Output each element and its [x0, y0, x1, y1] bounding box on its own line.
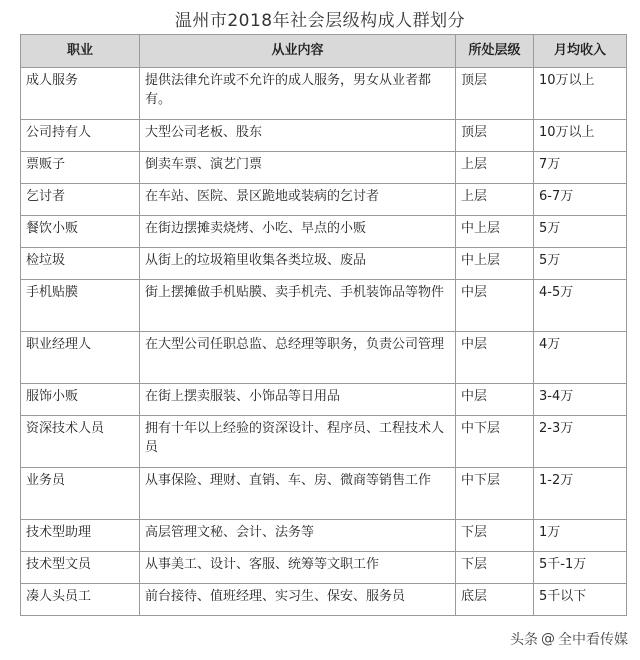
occupation-cell: 票贩子 [21, 152, 140, 184]
work-content-cell: 从事美工、设计、客服、统筹等文职工作 [140, 552, 456, 584]
income-cell: 4-5万 [534, 280, 627, 332]
header-work-content: 从业内容 [140, 35, 456, 68]
work-content-cell: 前台接待、值班经理、实习生、保安、服务员 [140, 584, 456, 616]
occupation-cell: 资深技术人员 [21, 416, 140, 468]
work-content-cell: 在大型公司任职总监、总经理等职务，负责公司管理 [140, 332, 456, 384]
occupation-cell: 成人服务 [21, 68, 140, 120]
income-cell: 5万 [534, 216, 627, 248]
income-cell: 1万 [534, 520, 627, 552]
income-cell: 5万 [534, 248, 627, 280]
work-content-cell: 从街上的垃圾箱里收集各类垃圾、废品 [140, 248, 456, 280]
level-cell: 中层 [456, 332, 534, 384]
work-content-cell: 街上摆摊做手机贴膜、卖手机壳、手机装饰品等物件 [140, 280, 456, 332]
header-occupation: 职业 [21, 35, 140, 68]
level-cell: 上层 [456, 152, 534, 184]
table-row [21, 248, 627, 280]
table-row [21, 184, 627, 216]
table-row [21, 68, 627, 120]
table-row [21, 120, 627, 152]
occupation-cell: 公司持有人 [21, 120, 140, 152]
table-row [21, 468, 627, 520]
table-row [21, 280, 627, 332]
level-cell: 顶层 [456, 68, 534, 120]
level-cell: 中下层 [456, 468, 534, 520]
work-content-cell: 拥有十年以上经验的资深设计、程序员、工程技术人员 [140, 416, 456, 468]
level-cell: 底层 [456, 584, 534, 616]
work-content-cell: 在街上摆卖服装、小饰品等日用品 [140, 384, 456, 416]
level-cell: 下层 [456, 552, 534, 584]
occupation-cell: 业务员 [21, 468, 140, 520]
table-header-row [21, 35, 627, 68]
table-row [21, 584, 627, 616]
level-cell: 中上层 [456, 248, 534, 280]
occupation-cell: 服饰小贩 [21, 384, 140, 416]
occupation-cell: 职业经理人 [21, 332, 140, 384]
work-content-cell: 倒卖车票、演艺门票 [140, 152, 456, 184]
level-cell: 中层 [456, 280, 534, 332]
work-content-cell: 在街边摆摊卖烧烤、小吃、早点的小贩 [140, 216, 456, 248]
level-cell: 下层 [456, 520, 534, 552]
income-cell: 7万 [534, 152, 627, 184]
level-cell: 中上层 [456, 216, 534, 248]
occupation-cell: 餐饮小贩 [21, 216, 140, 248]
table-row [21, 416, 627, 468]
occupation-cell: 检垃圾 [21, 248, 140, 280]
income-cell: 10万以上 [534, 120, 627, 152]
level-cell: 顶层 [456, 120, 534, 152]
work-content-cell: 提供法律允许或不允许的成人服务，男女从业者都有。 [140, 68, 456, 120]
income-cell: 4万 [534, 332, 627, 384]
watermark-prefix: 头条 [510, 632, 538, 648]
watermark [506, 628, 632, 650]
level-cell: 中下层 [456, 416, 534, 468]
social-hierarchy-table [20, 34, 627, 616]
level-cell: 上层 [456, 184, 534, 216]
work-content-cell: 在车站、医院、景区跪地或装病的乞讨者 [140, 184, 456, 216]
header-monthly-income: 月均收入 [534, 35, 627, 68]
table-row [21, 552, 627, 584]
income-cell: 2-3万 [534, 416, 627, 468]
table-body [21, 68, 627, 616]
income-cell: 10万以上 [534, 68, 627, 120]
occupation-cell: 技术型助理 [21, 520, 140, 552]
header-level: 所处层级 [456, 35, 534, 68]
level-cell: 中层 [456, 384, 534, 416]
occupation-cell: 技术型文员 [21, 552, 140, 584]
occupation-cell: 乞讨者 [21, 184, 140, 216]
table-row [21, 152, 627, 184]
income-cell: 1-2万 [534, 468, 627, 520]
table-row [21, 216, 627, 248]
income-cell: 6-7万 [534, 184, 627, 216]
work-content-cell: 从事保险、理财、直销、车、房、微商等销售工作 [140, 468, 456, 520]
occupation-cell: 凑人头员工 [21, 584, 140, 616]
table-row [21, 520, 627, 552]
income-cell: 5千-1万 [534, 552, 627, 584]
watermark-handle: 全中看传媒 [558, 632, 628, 648]
work-content-cell: 大型公司老板、股东 [140, 120, 456, 152]
at-icon: @ [541, 631, 555, 647]
occupation-cell: 手机贴膜 [21, 280, 140, 332]
income-cell: 5千以下 [534, 584, 627, 616]
table-row [21, 384, 627, 416]
table-row [21, 332, 627, 384]
work-content-cell: 高层管理文秘、会计、法务等 [140, 520, 456, 552]
document-title: 温州市2018年社会层级构成人群划分 [174, 11, 466, 31]
income-cell: 3-4万 [534, 384, 627, 416]
